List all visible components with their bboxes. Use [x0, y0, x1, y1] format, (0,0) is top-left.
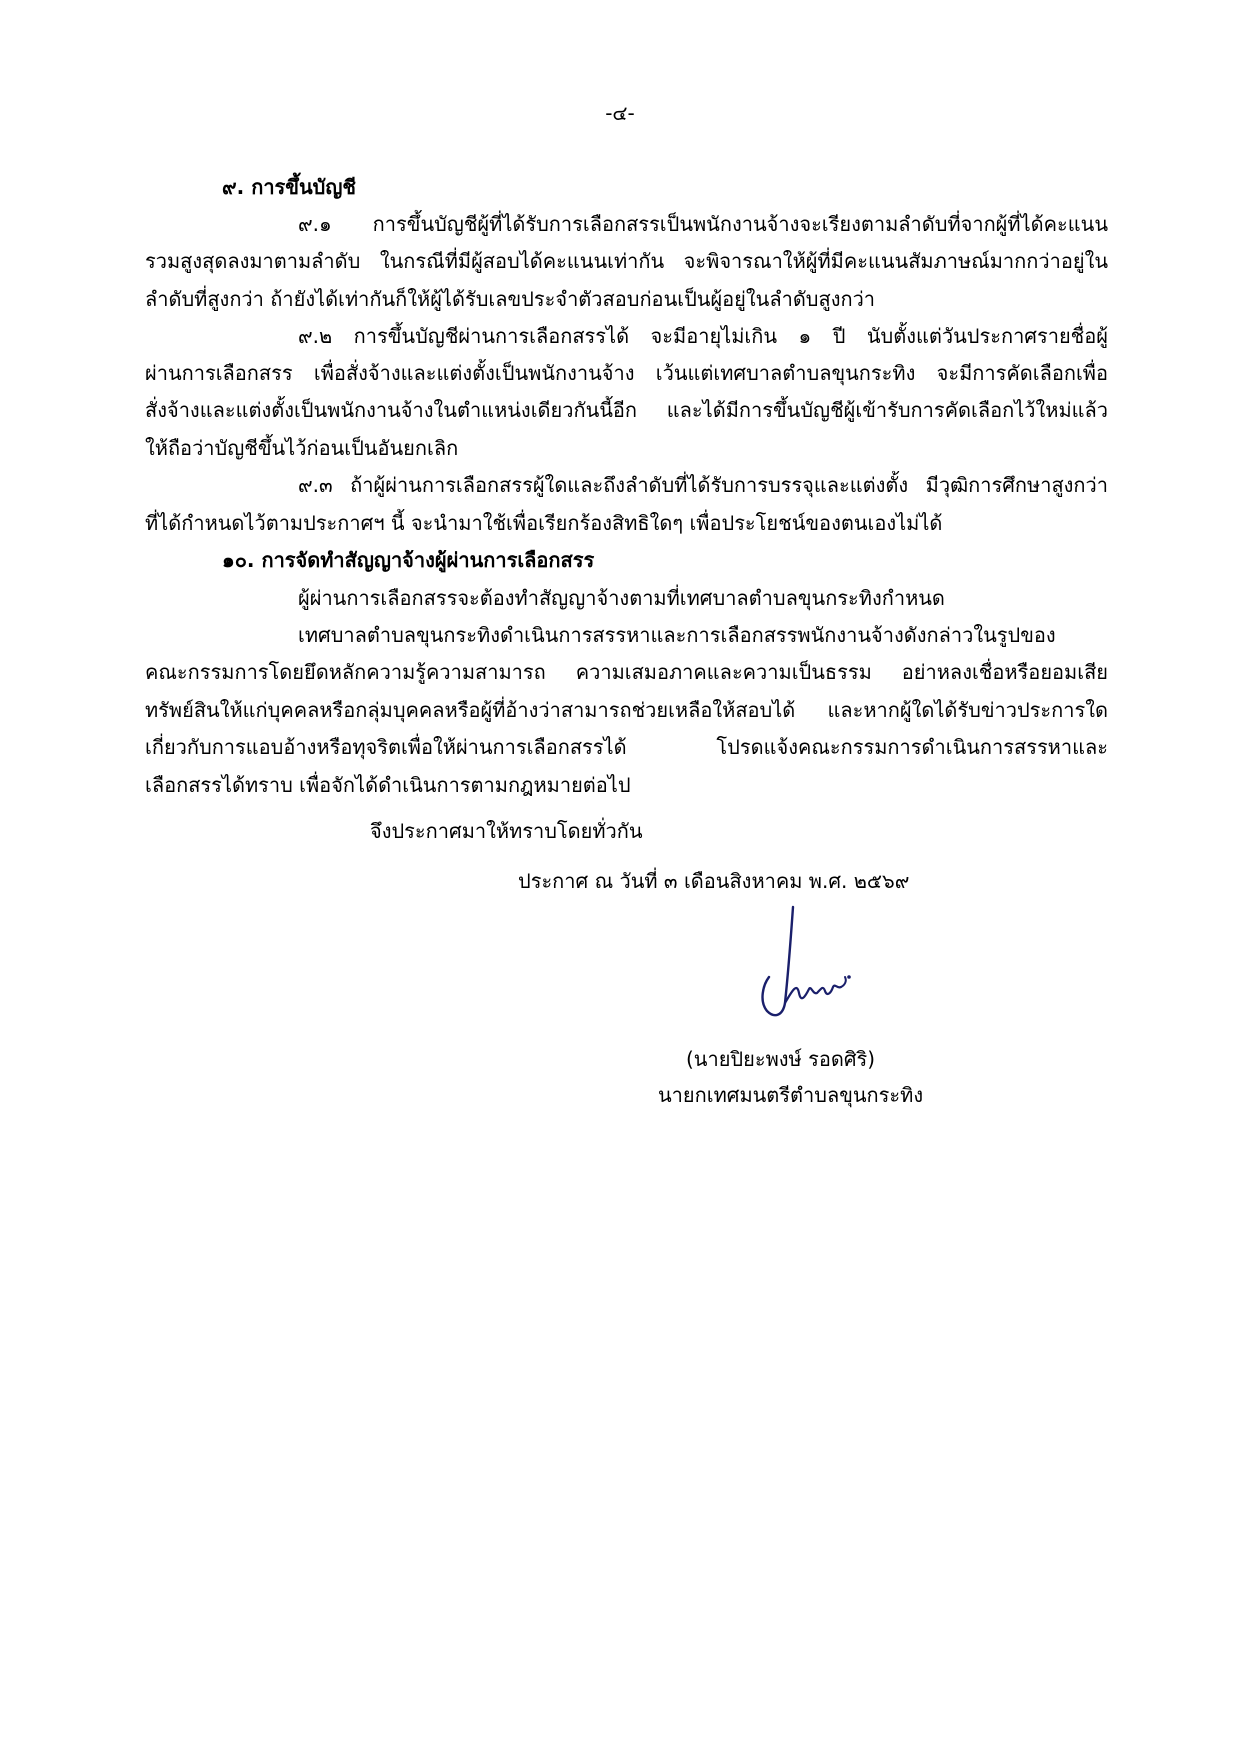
handwritten-signature [745, 905, 865, 1035]
closing-statement: จึงประกาศมาให้ทราบโดยทั่วกัน [370, 819, 643, 843]
section-10-paragraph-1: ผู้ผ่านการเลือกสรรจะต้องทำสัญญาจ้างตามที่เทศบาลตำบลขุนกระทิงกำหนด [298, 586, 945, 610]
section-9-3-line-2: ที่ได้กำหนดไว้ตามประกาศฯ นี้ จะนำมาใช้เพื่อเรียกร้องสิทธิใดๆ เพื่อประโยชน์ของตนเองไม่ได้ [145, 511, 943, 535]
section-10-heading: ๑๐. การจัดทำสัญญาจ้างผู้ผ่านการเลือกสรร [222, 548, 595, 572]
section-9-3-line-1: ๙.๓ ถ้าผู้ผ่านการเลือกสรรผู้ใดและถึงลำดับที่ได้รับการบรรจุและแต่งตั้ง มีวุฒิการศึกษาสูงกว่า [298, 473, 1108, 497]
section-9-1-line-3: ลำดับที่สูงกว่า ถ้ายังได้เท่ากันก็ให้ผู้ได้รับเลขประจำตัวสอบก่อนเป็นผู้อยู่ในลำดับสูงกว่า [145, 287, 876, 311]
section-10-p2-line-3: ทรัพย์สินให้แก่บุคคลหรือกลุ่มบุคคลหรือผู้ที่อ้างว่าสามารถช่วยเหลือให้สอบได้ และหากผู้ใดได้รับข่าวประการใด [145, 698, 1108, 722]
section-10-p2-line-4: เกี่ยวกับการแอบอ้างหรือทุจริตเพื่อให้ผ่านการเลือกสรรได้ โปรดแจ้งคณะกรรมการดำเนินการสรรหาและ [145, 735, 1108, 759]
page-number: -๔- [605, 101, 635, 125]
section-9-2-line-2: ผ่านการเลือกสรร เพื่อสั่งจ้างและแต่งตั้งเป็นพนักงานจ้าง เว้นแต่เทศบาลตำบลขุนกระทิง จะมีการคัดเลือกเพื่อ [145, 361, 1108, 385]
section-9-2-line-1: ๙.๒ การขึ้นบัญชีผ่านการเลือกสรรได้ จะมีอายุไม่เกิน ๑ ปี นับตั้งแต่วันประกาศรายชื่อผู้ [298, 324, 1108, 348]
signatory-title: นายกเทศมนตรีตำบลขุนกระทิง [658, 1083, 924, 1107]
section-10-p2-line-5: เลือกสรรได้ทราบ เพื่อจักได้ดำเนินการตามกฎหมายต่อไป [145, 773, 631, 797]
section-9-1-line-1: ๙.๑ การขึ้นบัญชีผู้ที่ได้รับการเลือกสรรเป็นพนักงานจ้างจะเรียงตามลำดับที่จากผู้ที่ได้คะแนน [298, 212, 1108, 236]
section-9-2-line-4: ให้ถือว่าบัญชีขึ้นไว้ก่อนเป็นอันยกเลิก [145, 436, 459, 460]
announcement-date: ประกาศ ณ วันที่ ๓ เดือนสิงหาคม พ.ศ. ๒๕๖๙ [518, 869, 910, 893]
section-10-p2-line-1: เทศบาลตำบลขุนกระทิงดำเนินการสรรหาและการเลือกสรรพนักงานจ้างดังกล่าวในรูปของ [298, 623, 1056, 647]
section-9-2-line-3: สั่งจ้างและแต่งตั้งเป็นพนักงานจ้างในตำแหน่งเดียวกันนี้อีก และได้มีการขึ้นบัญชีผู้เข้ารับการคัดเลือกไว้ใหม่แล้ว [145, 398, 1108, 422]
signatory-name: (นายปิยะพงษ์ รอดศิริ) [686, 1047, 876, 1071]
section-10-p2-line-2: คณะกรรมการโดยยึดหลักความรู้ความสามารถ ความเสมอภาคและความเป็นธรรม อย่าหลงเชื่อหรือยอมเสีย [145, 660, 1108, 684]
section-9-1-line-2: รวมสูงสุดลงมาตามลำดับ ในกรณีที่มีผู้สอบได้คะแนนเท่ากัน จะพิจารณาให้ผู้ที่มีคะแนนสัมภาษณ์มากกว่าอยู่ใน [145, 249, 1108, 273]
section-9-heading: ๙. การขึ้นบัญชี [222, 175, 356, 199]
